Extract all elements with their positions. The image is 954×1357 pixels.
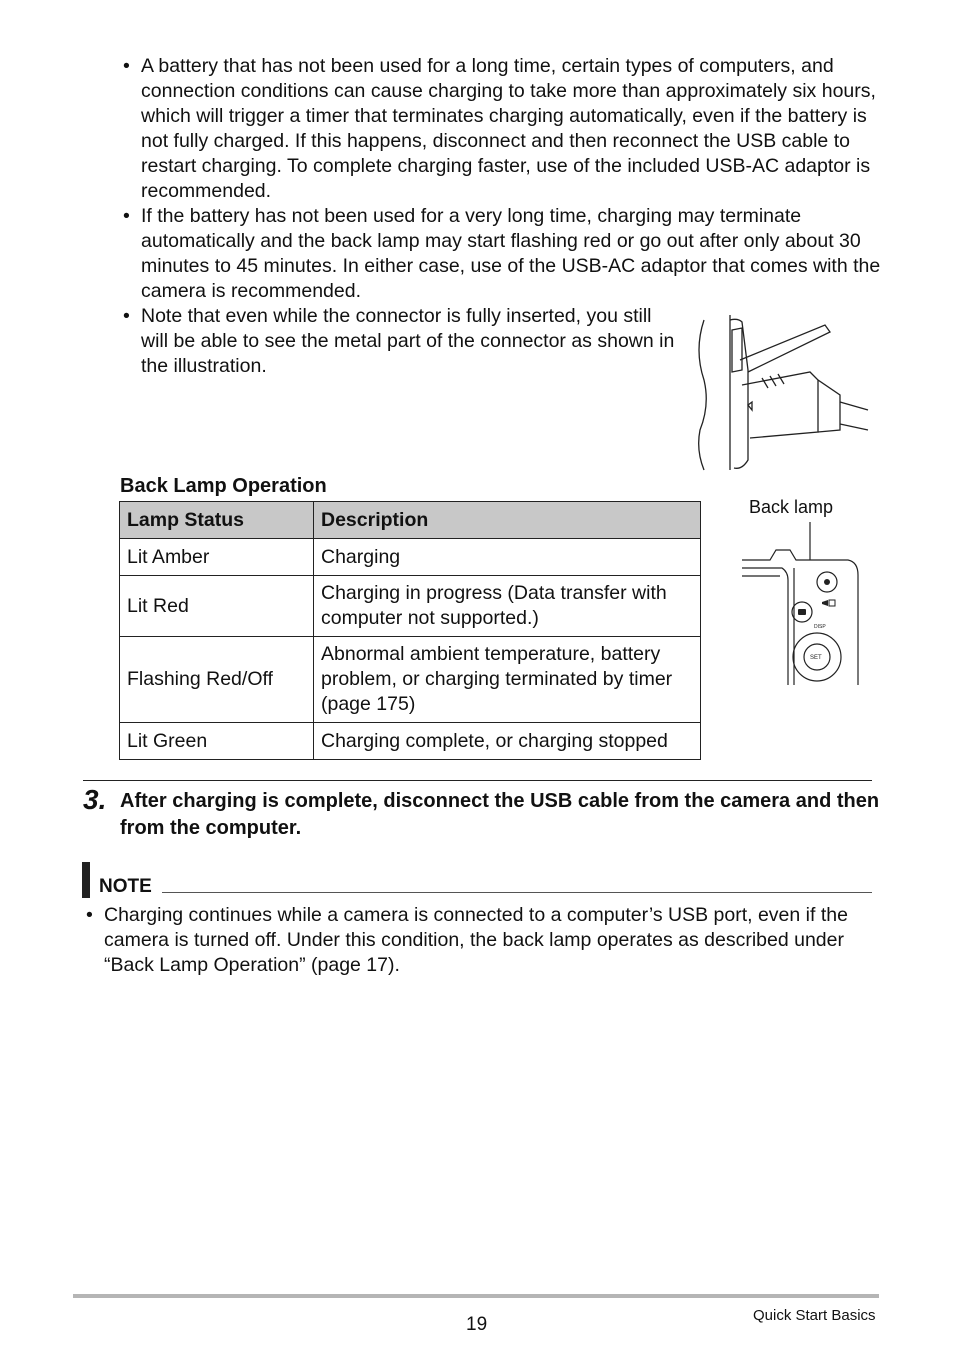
section-name: Quick Start Basics bbox=[753, 1307, 876, 1324]
bullet-dot: • bbox=[86, 904, 93, 926]
note-text: Charging continues while a camera is connected to a computer’s USB port, even if the camera is turned off. Under this condition, the back lamp operates as described under “Back Lamp Operation” (page 17). bbox=[104, 904, 848, 976]
description-cell: Charging bbox=[314, 539, 701, 576]
table-row bbox=[120, 637, 701, 723]
bullet-dot: • bbox=[123, 205, 130, 227]
camera-back-illustration bbox=[740, 520, 860, 690]
usb-connector-illustration bbox=[690, 310, 870, 475]
lamp-status-cell: Lit Green bbox=[120, 723, 314, 760]
note-item bbox=[86, 903, 874, 978]
description-cell: Charging complete, or charging stopped bbox=[314, 723, 701, 760]
lamp-status-cell: Lit Red bbox=[120, 576, 314, 637]
step-number: 3. bbox=[83, 784, 107, 815]
bullet-item bbox=[123, 304, 681, 379]
table-row bbox=[120, 576, 701, 637]
bullet-text: A battery that has not been used for a long time, certain types of computers, and connection conditions can cause charging to take more than approximately six hours, which will trigger a timer that terminates charging automatically, even if the battery is not fully charged. If this happens, disconnect and then reconnect the USB cable to restart charging. To complete charging faster, use of the included USB-AC adaptor is recommended. bbox=[141, 55, 876, 202]
step-text: After charging is complete, disconnect the USB cable from the camera and then from the computer. bbox=[120, 790, 880, 839]
bullet-text: If the battery has not been used for a very long time, charging may terminate automatically and the back lamp may start flashing red or go out after only about 30 minutes to 45 minutes. In either case, use of the USB-AC adaptor that comes with the camera is recommended. bbox=[141, 205, 881, 302]
lamp-table bbox=[119, 501, 701, 760]
page-number: 19 bbox=[466, 1314, 488, 1335]
step-divider bbox=[83, 780, 872, 781]
column-header: Lamp Status bbox=[120, 502, 314, 539]
bullet-text: Note that even while the connector is fully inserted, you still will be able to see the metal part of the connector as shown in the illustration. bbox=[141, 305, 675, 377]
table-row bbox=[120, 723, 701, 760]
note-divider bbox=[162, 892, 872, 893]
column-header: Description bbox=[314, 502, 701, 539]
bullet-dot: • bbox=[123, 55, 130, 77]
description-cell: Charging in progress (Data transfer with computer not supported.) bbox=[314, 576, 701, 637]
note-bar bbox=[82, 862, 90, 898]
note-label: NOTE bbox=[99, 876, 152, 897]
description-cell: Abnormal ambient temperature, battery problem, or charging terminated by timer (page 175) bbox=[314, 637, 701, 723]
bullet-item bbox=[123, 54, 881, 204]
bullet-dot: • bbox=[123, 305, 130, 327]
table-row bbox=[120, 539, 701, 576]
disp-label: DISP bbox=[814, 624, 826, 630]
bullet-item bbox=[123, 204, 881, 304]
lamp-status-cell: Flashing Red/Off bbox=[120, 637, 314, 723]
footer-rule bbox=[73, 1294, 879, 1298]
table-header-row bbox=[120, 502, 701, 539]
lamp-status-cell: Lit Amber bbox=[120, 539, 314, 576]
section-title: Back Lamp Operation bbox=[120, 475, 327, 497]
set-label: SET bbox=[810, 655, 822, 661]
back-lamp-label: Back lamp bbox=[749, 497, 834, 517]
